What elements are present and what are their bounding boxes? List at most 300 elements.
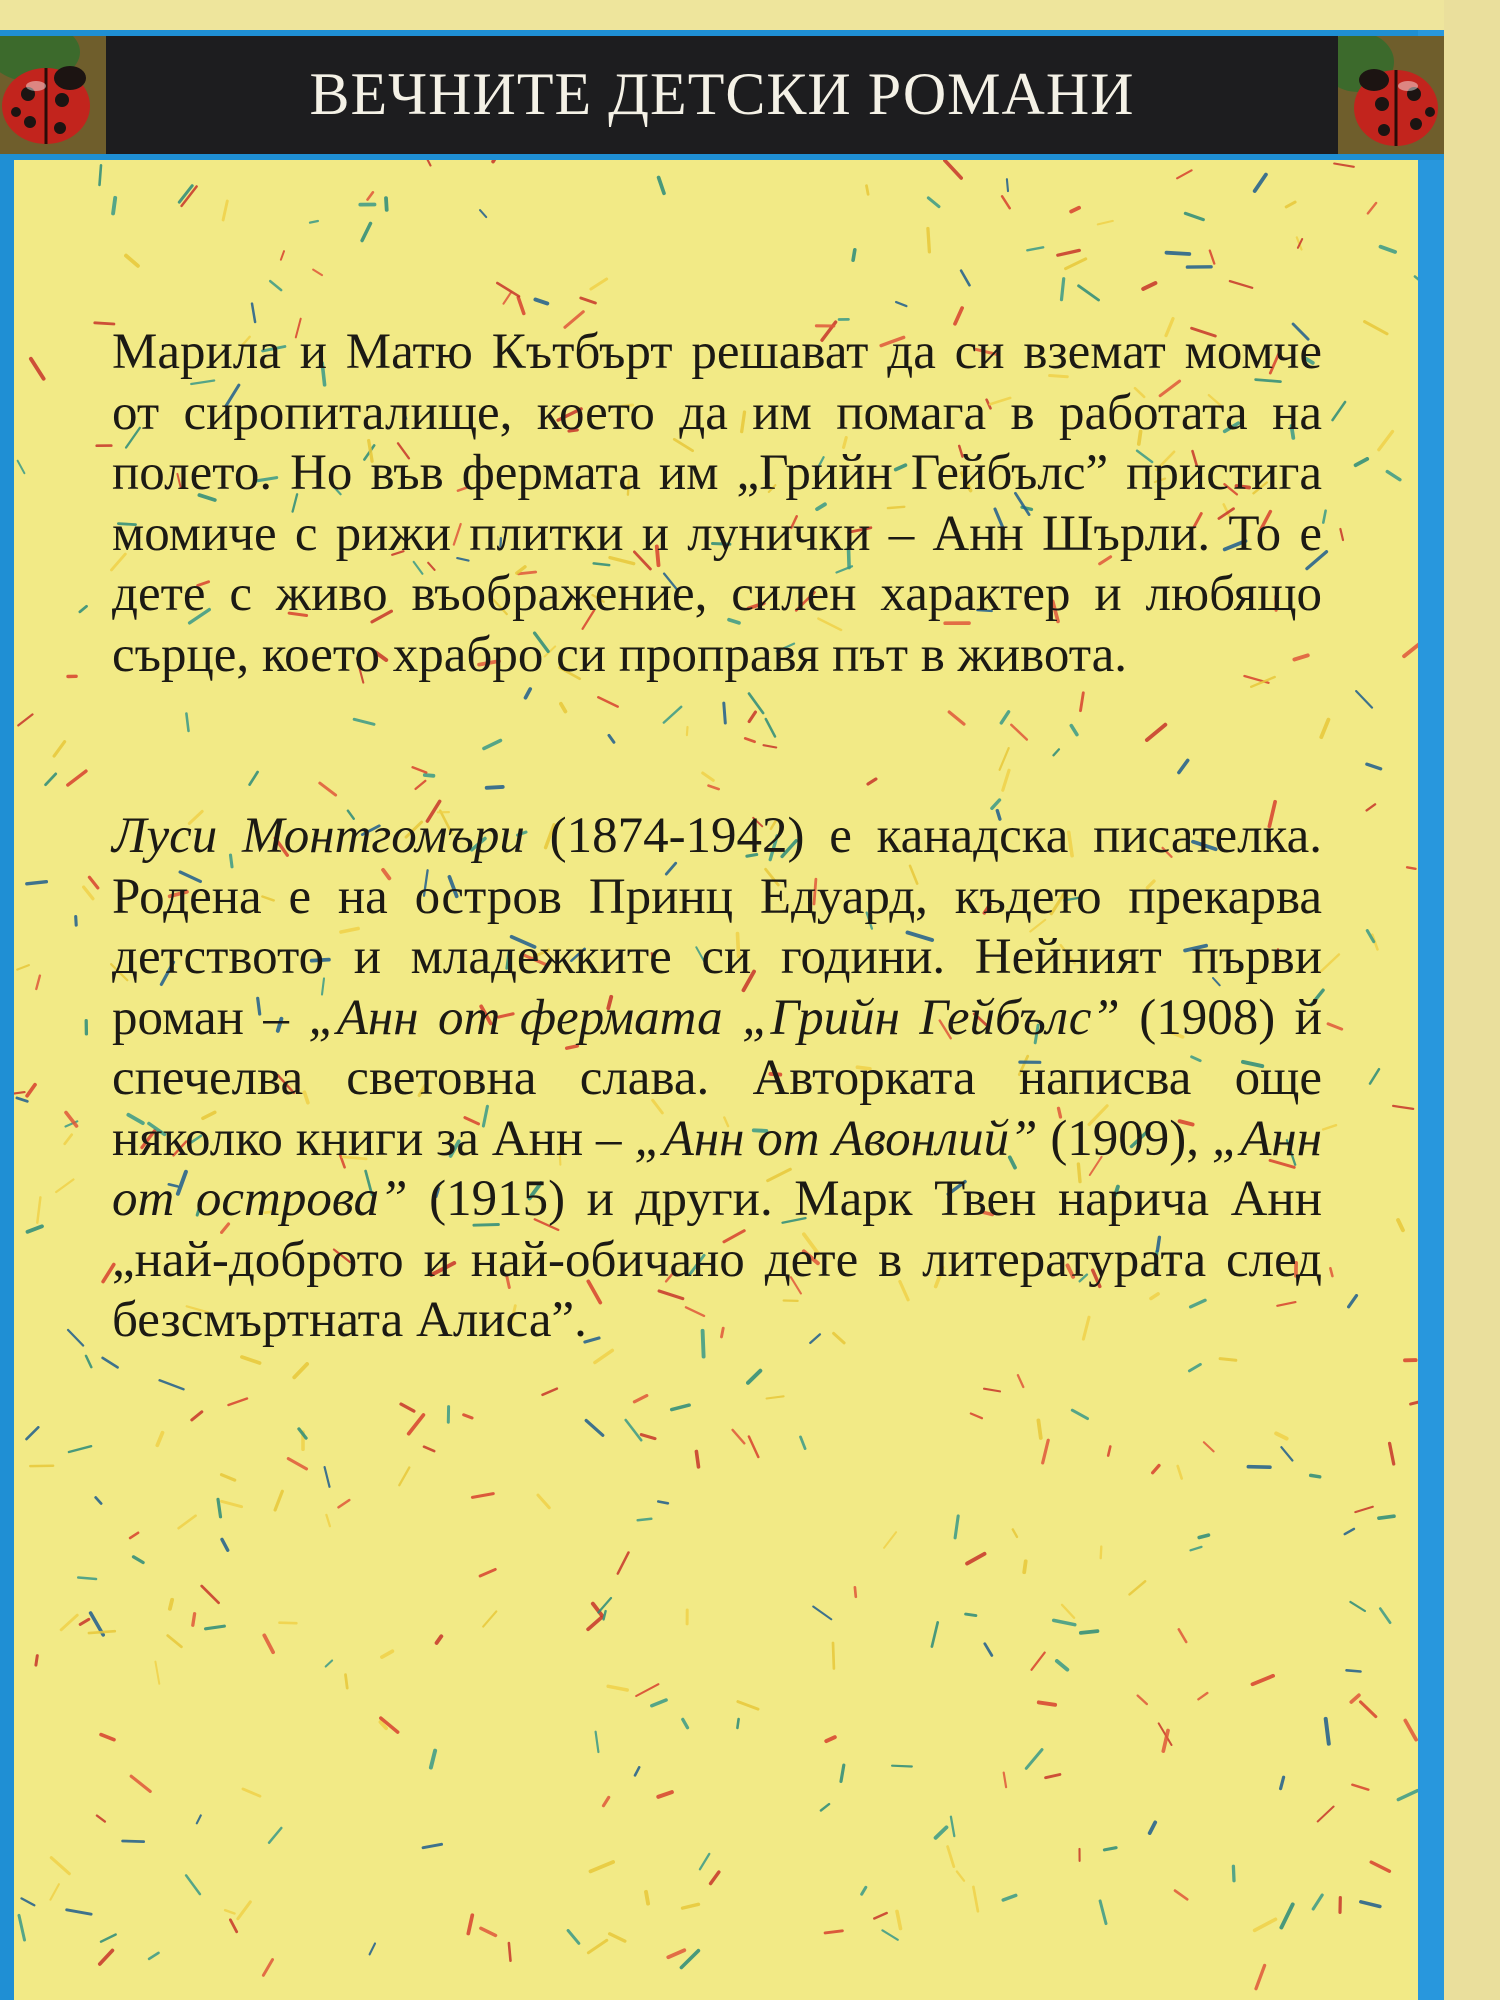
confetti-fleck (767, 1396, 784, 1398)
confetti-fleck (1079, 286, 1099, 300)
confetti-fleck (19, 1915, 25, 1940)
ladybug-left (0, 36, 106, 154)
confetti-fleck (568, 1931, 579, 1944)
confetti-fleck (1233, 1866, 1234, 1880)
confetti-fleck (382, 1651, 393, 1657)
confetti-fleck (668, 1950, 684, 1957)
confetti-fleck (192, 1412, 202, 1420)
confetti-fleck (581, 298, 596, 303)
confetti-fleck (738, 1702, 758, 1710)
book-title-2: „Анн от Авонлий” (634, 1110, 1038, 1167)
confetti-fleck (1199, 1535, 1208, 1537)
confetti-fleck (749, 712, 755, 721)
confetti-fleck (423, 1844, 441, 1847)
confetti-fleck (27, 882, 47, 884)
confetti-fleck (971, 1414, 982, 1419)
confetti-fleck (17, 1098, 27, 1101)
confetti-fleck (1039, 1702, 1055, 1704)
book-title-1: „Анн от фермата „Грийн Гейбълс” (308, 989, 1120, 1046)
cover-edge (1444, 0, 1500, 2000)
confetti-fleck (892, 1766, 912, 1767)
confetti-fleck (801, 1437, 806, 1449)
top-edge (0, 0, 1444, 30)
confetti-fleck (1071, 208, 1079, 212)
confetti-fleck (1370, 1069, 1379, 1083)
confetti-fleck (1007, 179, 1008, 191)
confetti-fleck (766, 719, 775, 737)
confetti-fleck (588, 1940, 606, 1953)
confetti-fleck (18, 461, 25, 474)
confetti-fleck (1281, 1904, 1292, 1927)
confetti-fleck (634, 1396, 646, 1402)
confetti-fleck (51, 1858, 69, 1874)
confetti-fleck (69, 1446, 91, 1452)
confetti-fleck (149, 1953, 158, 1959)
confetti-fleck (1198, 1693, 1207, 1699)
confetti-fleck (263, 1960, 272, 1976)
confetti-fleck (945, 160, 961, 178)
confetti-fleck (535, 300, 547, 304)
confetti-fleck (222, 1475, 235, 1480)
confetti-fleck (80, 606, 87, 612)
confetti-fleck (130, 1533, 138, 1538)
confetti-fleck (339, 1500, 350, 1507)
confetti-fleck (967, 1554, 984, 1564)
confetti-fleck (31, 359, 44, 379)
confetti-fleck (126, 256, 138, 266)
confetti-fleck (1204, 1442, 1214, 1451)
confetti-fleck (1405, 1721, 1416, 1740)
confetti-fleck (868, 779, 876, 784)
book-title-3: „Анн от острова” (112, 1110, 1322, 1227)
confetti-fleck (1018, 1375, 1023, 1387)
confetti-fleck (825, 1931, 842, 1933)
confetti-fleck (36, 976, 40, 989)
confetti-fleck (1379, 432, 1393, 450)
confetti-fleck (238, 1902, 250, 1919)
series-title: ВЕЧНИТЕ ДЕТСКИ РОМАНИ (309, 61, 1135, 127)
confetti-fleck (1230, 281, 1252, 288)
confetti-fleck (709, 786, 719, 790)
author-bio-part1: (1874-1942) е канадска писателка. Родена е на остров Принц Едуард, където прекарва детството и младежките си години. Нейният първи роман – (112, 808, 1323, 1046)
confetti-fleck (206, 1626, 225, 1629)
confetti-fleck (186, 1875, 200, 1894)
confetti-fleck (884, 1532, 896, 1548)
confetti-fleck (222, 1501, 242, 1506)
confetti-fleck (928, 229, 930, 252)
confetti-fleck (50, 1884, 59, 1900)
confetti-fleck (504, 293, 511, 304)
confetti-fleck (932, 1622, 938, 1646)
confetti-fleck (487, 787, 503, 788)
confetti-fleck (157, 1433, 162, 1446)
confetti-fleck (833, 1643, 834, 1668)
confetti-fleck (1147, 725, 1165, 740)
confetti-fleck (409, 1415, 424, 1434)
author-name: Луси Монтгомъри (112, 808, 525, 864)
confetti-fleck (67, 1910, 91, 1914)
confetti-fleck (123, 1841, 144, 1842)
confetti-fleck (431, 1751, 435, 1768)
confetti-fleck (733, 1430, 745, 1443)
confetti-fleck (280, 1623, 297, 1624)
confetti-fleck (543, 1389, 557, 1395)
confetti-fleck (464, 1415, 472, 1418)
confetti-fleck (346, 1675, 348, 1688)
confetti-fleck (100, 1951, 113, 1965)
confetti-fleck (957, 1872, 964, 1881)
confetti-fleck (813, 1607, 831, 1620)
confetti-fleck (1178, 1466, 1182, 1479)
confetti-fleck (368, 192, 373, 199)
confetti-fleck (636, 1684, 658, 1696)
confetti-fleck (1330, 1268, 1332, 1276)
confetti-fleck (683, 1719, 688, 1727)
confetti-fleck (103, 1358, 118, 1368)
confetti-fleck (326, 1661, 332, 1667)
confetti-fleck (1000, 748, 1009, 770)
confetti-fleck (1255, 1919, 1276, 1930)
confetti-fleck (862, 1887, 866, 1894)
confetti-fleck (354, 719, 374, 724)
confetti-fleck (1286, 202, 1295, 207)
confetti-fleck (1356, 459, 1368, 465)
confetti-fleck (1057, 1661, 1067, 1670)
confetti-fleck (131, 1776, 150, 1791)
confetti-fleck (1066, 259, 1086, 269)
confetti-fleck (484, 741, 501, 749)
confetti-fleck (222, 1539, 228, 1550)
confetti-fleck (179, 1516, 196, 1529)
confetti-fleck (1003, 1895, 1016, 1900)
confetti-fleck (1323, 1125, 1336, 1129)
confetti-fleck (641, 1435, 655, 1439)
confetti-fleck (243, 1789, 260, 1796)
confetti-fleck (897, 1911, 901, 1928)
confetti-fleck (1340, 529, 1343, 540)
synopsis-paragraph (112, 322, 1322, 685)
confetti-fleck (591, 1862, 614, 1871)
confetti-fleck (1398, 1791, 1417, 1800)
confetti-fleck (928, 198, 939, 207)
confetti-fleck (672, 1405, 690, 1410)
confetti-fleck (168, 1636, 182, 1647)
confetti-fleck (973, 1887, 978, 1911)
confetti-fleck (1255, 175, 1266, 191)
frame-right (1418, 30, 1444, 2000)
confetti-fleck (223, 201, 227, 220)
confetti-fleck (370, 1944, 375, 1955)
author-paragraph (112, 806, 1322, 1351)
confetti-fleck (1347, 1670, 1361, 1671)
confetti-fleck (230, 1920, 236, 1932)
confetti-fleck (1130, 1581, 1146, 1594)
author-bio-part4: (1915) и други. Марк Твен нарича Анн „най-доброто и най-обичано дете в литературата след безсмъртната Алиса”. (112, 1171, 1323, 1348)
confetti-fleck (604, 1611, 606, 1619)
confetti-fleck (1253, 1676, 1274, 1684)
author-bio-part2: (1908) й спечелва световна слава. Авторката написва още няколко книги за Анн – (112, 989, 1322, 1167)
confetti-fleck (595, 1350, 612, 1362)
confetti-fleck (1328, 1024, 1342, 1029)
confetti-fleck (1179, 760, 1188, 772)
confetti-fleck (1387, 472, 1400, 480)
confetti-fleck (84, 887, 93, 899)
confetti-fleck (18, 714, 32, 725)
confetti-fleck (696, 1452, 698, 1467)
confetti-fleck (480, 210, 486, 217)
confetti-fleck (294, 1364, 307, 1377)
confetti-fleck (472, 1494, 493, 1498)
confetti-fleck (1313, 1895, 1322, 1909)
confetti-fleck (596, 1732, 599, 1752)
confetti-fleck (1072, 1410, 1087, 1418)
confetti-fleck (170, 1600, 172, 1609)
confetti-fleck (1356, 691, 1372, 708)
frame-left (0, 30, 14, 2000)
confetti-fleck (416, 781, 426, 789)
ladybug-icon (1338, 36, 1444, 154)
confetti-fleck (1043, 1440, 1049, 1463)
confetti-fleck (1058, 250, 1080, 255)
confetti-fleck (100, 165, 102, 185)
confetti-fleck (1276, 1433, 1286, 1438)
confetti-fleck (936, 1827, 947, 1837)
confetti-fleck (867, 186, 869, 195)
confetti-fleck (1071, 726, 1077, 735)
confetti-fleck (101, 1935, 116, 1942)
confetti-fleck (1367, 764, 1381, 769)
confetti-fleck (949, 712, 964, 724)
confetti-fleck (1321, 955, 1339, 972)
confetti-fleck (1404, 644, 1419, 656)
ladybug-right (1338, 36, 1444, 154)
confetti-fleck (1248, 1467, 1270, 1468)
confetti-fleck (468, 1915, 472, 1933)
confetti-fleck (1101, 1547, 1102, 1559)
confetti-fleck (186, 714, 188, 731)
confetti-fleck (703, 773, 714, 780)
confetti-fleck (483, 1611, 496, 1626)
confetti-fleck (608, 1686, 627, 1690)
confetti-fleck (1179, 1629, 1186, 1642)
confetti-fleck (509, 1943, 511, 1961)
confetti-fleck (598, 697, 617, 706)
confetti-fleck (288, 1459, 306, 1469)
confetti-fleck (1381, 247, 1396, 252)
confetti-fleck (89, 877, 97, 888)
confetti-fleck (68, 771, 86, 785)
confetti-fleck (1054, 749, 1059, 755)
confetti-fleck (113, 198, 115, 214)
confetti-fleck (27, 1427, 39, 1439)
confetti-fleck (27, 1085, 35, 1096)
confetti-fleck (1349, 1296, 1357, 1307)
confetti-fleck (748, 1371, 760, 1383)
confetti-fleck (399, 1468, 409, 1486)
confetti-fleck (737, 1719, 738, 1728)
confetti-fleck (1361, 1702, 1376, 1717)
confetti-fleck (966, 1614, 976, 1616)
confetti-fleck (711, 1872, 719, 1883)
confetti-fleck (826, 1737, 835, 1741)
confetti-fleck (526, 689, 531, 698)
confetti-fleck (610, 1934, 625, 1941)
confetti-fleck (896, 302, 906, 306)
confetti-fleck (1167, 253, 1190, 254)
confetti-fleck (749, 1437, 758, 1458)
confetti-fleck (1100, 1901, 1106, 1924)
confetti-fleck (78, 1578, 96, 1580)
confetti-fleck (36, 1656, 37, 1666)
confetti-fleck (46, 774, 56, 785)
confetti-fleck (264, 1635, 273, 1652)
confetti-fleck (1138, 1696, 1147, 1704)
confetti-fleck (1352, 1785, 1368, 1790)
confetti-fleck (664, 707, 681, 723)
confetti-fleck (1371, 1862, 1389, 1871)
confetti-fleck (225, 1910, 234, 1913)
confetti-fleck (874, 1913, 886, 1919)
confetti-fleck (1189, 1364, 1200, 1371)
confetti-fleck (155, 1662, 159, 1684)
confetti-fleck (481, 1928, 496, 1935)
confetti-fleck (985, 1644, 992, 1656)
confetti-fleck (1185, 213, 1203, 219)
confetti-fleck (538, 1495, 549, 1508)
confetti-fleck (1104, 1848, 1116, 1850)
confetti-fleck (1361, 1902, 1380, 1907)
confetti-fleck (724, 703, 726, 723)
confetti-fleck (1153, 1466, 1159, 1473)
confetti-fleck (1011, 725, 1027, 740)
confetti-fleck (193, 1614, 195, 1626)
confetti-fleck (618, 1553, 629, 1574)
confetti-fleck (1321, 720, 1328, 737)
confetti-fleck (687, 727, 688, 735)
confetti-fleck (948, 1847, 954, 1867)
confetti-fleck (658, 1502, 668, 1504)
confetti-fleck (635, 1767, 639, 1775)
confetti-fleck (1390, 1443, 1394, 1464)
confetti-fleck (281, 251, 284, 260)
confetti-fleck (1393, 1106, 1413, 1109)
ladybug-icon (0, 36, 106, 154)
confetti-fleck (229, 1399, 248, 1406)
confetti-fleck (96, 1498, 101, 1504)
confetti-fleck (1210, 251, 1215, 264)
confetti-fleck (313, 270, 322, 276)
confetti-fleck (961, 271, 969, 286)
confetti-fleck (97, 1816, 105, 1822)
confetti-fleck (76, 917, 77, 926)
confetti-fleck (22, 1898, 35, 1905)
confetti-fleck (1027, 247, 1043, 250)
confetti-fleck (401, 1404, 414, 1411)
confetti-fleck (86, 1356, 91, 1367)
confetti-fleck (1333, 402, 1346, 420)
confetti-fleck (586, 1421, 603, 1436)
confetti-fleck (1368, 203, 1376, 213)
confetti-fleck (310, 221, 318, 223)
confetti-fleck (626, 1420, 642, 1440)
confetti-fleck (425, 775, 434, 776)
confetti-fleck (1001, 712, 1008, 723)
confetti-fleck (242, 1357, 260, 1363)
confetti-fleck (269, 1828, 281, 1843)
confetti-fleck (134, 1557, 144, 1563)
confetti-fleck (54, 742, 65, 756)
confetti-fleck (37, 1197, 40, 1222)
confetti-fleck (1318, 1807, 1334, 1822)
confetti-fleck (1326, 1719, 1329, 1744)
confetti-fleck (1038, 1420, 1040, 1438)
confetti-fleck (362, 223, 370, 240)
confetti-fleck (326, 1515, 330, 1526)
confetti-fleck (1081, 693, 1084, 711)
confetti-fleck (252, 304, 255, 322)
confetti-fleck (68, 1330, 83, 1346)
confetti-fleck (497, 283, 519, 296)
confetti-fleck (202, 1586, 219, 1603)
confetti-fleck (1351, 1695, 1359, 1702)
confetti-fleck (160, 1380, 184, 1389)
confetti-fleck (1355, 1507, 1373, 1512)
confetti-fleck (561, 704, 566, 712)
confetti-fleck (413, 767, 427, 772)
confetti-fleck (437, 1636, 442, 1643)
confetti-fleck (1032, 1653, 1045, 1670)
confetti-fleck (61, 1615, 77, 1630)
confetti-fleck (250, 772, 258, 785)
confetti-fleck (681, 1951, 698, 1968)
confetti-fleck (17, 965, 29, 970)
confetti-fleck (1281, 1447, 1292, 1460)
confetti-fleck (1175, 1891, 1187, 1900)
confetti-fleck (841, 1765, 844, 1781)
confetti-fleck (1013, 1529, 1017, 1537)
confetti-fleck (984, 1389, 1000, 1392)
confetti-fleck (325, 1467, 330, 1487)
confetti-fleck (683, 1904, 699, 1908)
series-banner (0, 36, 1444, 160)
confetti-fleck (1311, 1475, 1320, 1476)
confetti-fleck (853, 250, 855, 260)
confetti-fleck (1108, 1447, 1110, 1456)
confetti-fleck (749, 694, 763, 713)
confetti-fleck (56, 1180, 73, 1193)
confetti-fleck (591, 279, 607, 289)
confetti-fleck (1379, 1516, 1394, 1518)
confetti-fleck (1062, 1605, 1074, 1618)
confetti-fleck (745, 738, 754, 741)
confetti-fleck (1026, 1750, 1042, 1769)
confetti-fleck (65, 1135, 72, 1144)
confetti-fleck (1380, 1609, 1390, 1623)
confetti-fleck (1323, 511, 1325, 523)
confetti-fleck (480, 1569, 495, 1576)
confetti-fleck (270, 281, 281, 290)
confetti-fleck (700, 1854, 709, 1869)
confetti-fleck (386, 198, 387, 210)
confetti-fleck (518, 298, 524, 314)
confetti-fleck (1398, 1220, 1403, 1230)
confetti-fleck (1281, 1777, 1284, 1788)
confetti-fleck (1054, 1620, 1075, 1624)
confetti-fleck (764, 745, 777, 747)
confetti-fleck (951, 1817, 954, 1836)
confetti-fleck (604, 1797, 609, 1805)
confetti-fleck (1081, 1631, 1098, 1633)
